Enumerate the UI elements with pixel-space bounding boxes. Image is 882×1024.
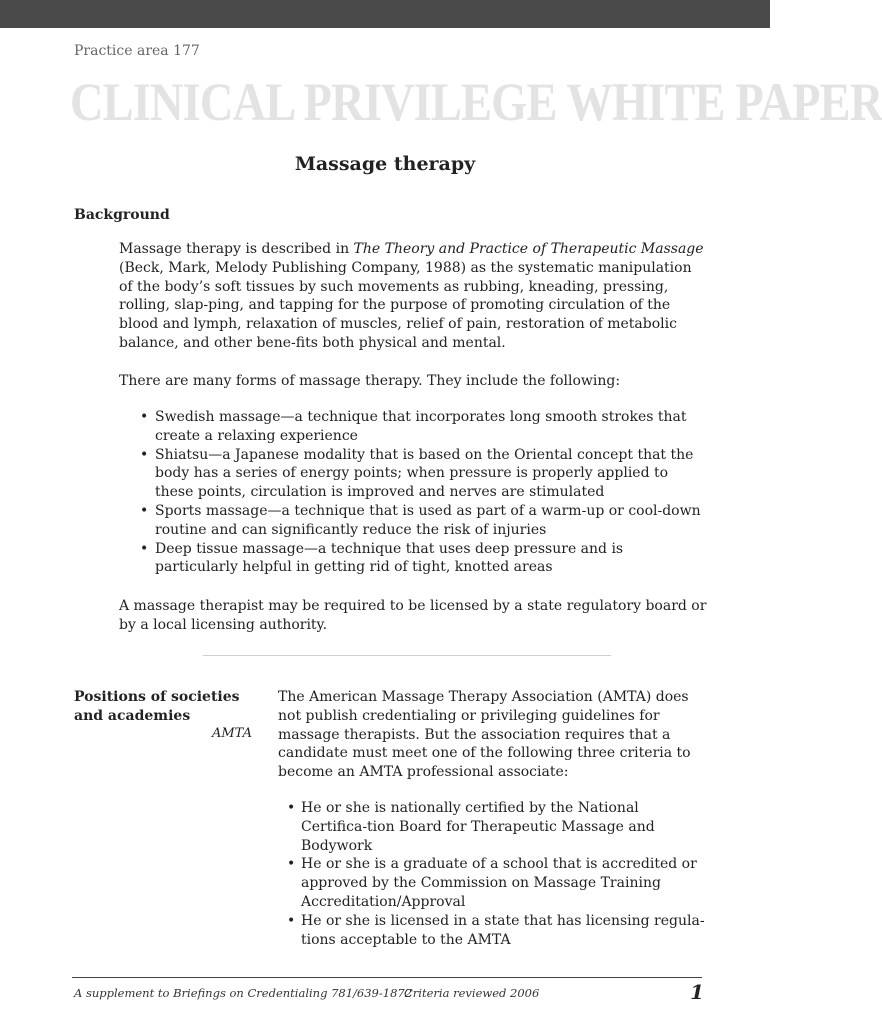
positions-heading: Positions of societies and academies <box>74 689 240 724</box>
background-heading: Background <box>74 207 170 223</box>
list-item: • Shiatsu—a Japanese modality that is based on the Oriental concept that the body has a series of energy points; when pressure is properly applied to these points, circulation is improved and nerves are stimulated <box>140 446 694 501</box>
bullet-icon: • <box>140 446 149 463</box>
footer-criteria-reviewed: Criteria reviewed 2006 <box>404 986 540 1000</box>
intro-before-text: Massage therapy is described in <box>119 241 354 257</box>
bullet-icon: • <box>140 540 149 557</box>
section-divider <box>203 655 611 656</box>
bullet-icon: • <box>287 912 296 929</box>
book-title: The Theory and Practice of Therapeutic Massage <box>353 241 704 257</box>
forms-intro-paragraph: There are many forms of massage therapy. They include the following: <box>119 373 621 389</box>
amta-paragraph: The American Massage Therapy Association (AMTA) does not publish credentialing or privileging guidelines for massage therapists. But the association requires that a candidate must meet one of the following three criteria to become an AMTA professional associate: <box>278 689 691 781</box>
footer-supplement: A supplement to Briefings on Credentialing 781/639-1872 <box>74 986 413 1000</box>
list-item: • He or she is a graduate of a school that is accredited or approved by the Commission on Massage Training Accreditation/Approval <box>287 856 697 910</box>
list-item: • He or she is licensed in a state that has licensing regula-tions acceptable to the AMTA <box>287 912 705 948</box>
bullet-icon: • <box>287 800 296 816</box>
page-number: 1 <box>690 980 704 1004</box>
top-bar <box>0 0 770 28</box>
licensing-paragraph: A massage therapist may be required to be licensed by a state regulatory board or by a local licensing authority. <box>119 598 707 633</box>
bullet-icon: • <box>140 409 149 425</box>
footer-rule <box>72 977 702 978</box>
banner-title: CLINICAL PRIVILEGE WHITE PAPER <box>70 72 882 132</box>
list-item: • He or she is nationally certified by the National Certifica-tion Board for Therapeutic Massage and Bodywork <box>287 800 655 854</box>
list-item: • Deep tissue massage—a technique that uses deep pressure and is particularly helpful in getting rid of tight, knotted areas <box>140 540 624 576</box>
list-item: • Sports massage—a technique that is used as part of a warm-up or cool-down routine and can significantly reduce the risk of injuries <box>140 502 701 538</box>
page-title: Massage therapy <box>294 153 476 175</box>
amta-criteria-list <box>287 799 707 949</box>
intro-after-text: (Beck, Mark, Melody Publishing Company, 1988) as the systematic manipulation of the body’s soft tissues by such movements as rubbing, kneading, pressing, rolling, slap-ping, and tapping for the purpose of promoting circulation of the blood and lymph, relaxation of muscles, relief of pain, restoration of metabolic balance, and other bene-fits both physical and mental. <box>119 259 692 351</box>
background-intro-paragraph <box>119 240 709 353</box>
bullet-icon: • <box>140 502 149 519</box>
amta-margin-label: AMTA <box>211 726 252 741</box>
practice-area-label: Practice area 177 <box>74 43 200 59</box>
massage-forms-list <box>140 408 710 577</box>
bullet-icon: • <box>287 856 296 873</box>
list-item: • Swedish massage—a technique that incorporates long smooth strokes that create a relaxing experience <box>140 409 687 444</box>
